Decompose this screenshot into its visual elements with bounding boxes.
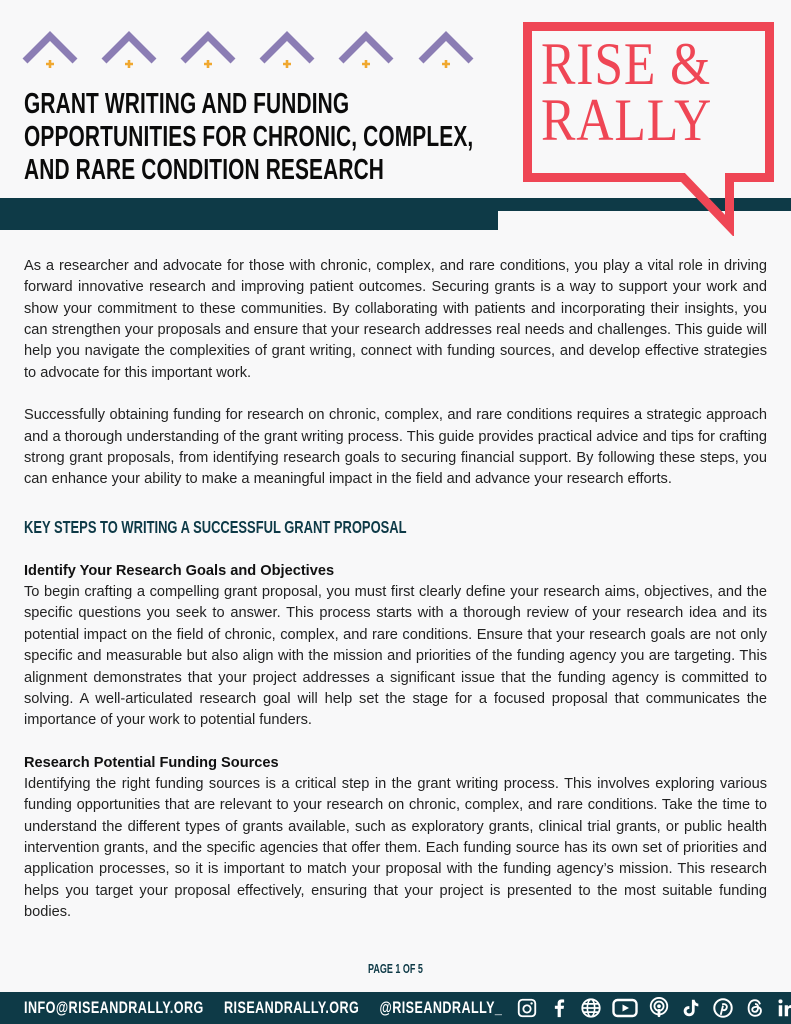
linkedin-icon[interactable] <box>776 997 791 1019</box>
footer-email-link[interactable]: INFO@RISEANDRALLY.ORG <box>24 998 204 1017</box>
youtube-icon[interactable] <box>612 997 638 1019</box>
section-heading: KEY STEPS TO WRITING A SUCCESSFUL GRANT PROPOSAL <box>24 516 407 537</box>
main-content <box>24 256 767 923</box>
page-title <box>24 88 473 187</box>
chevron-plus-icon <box>417 27 475 71</box>
threads-icon[interactable] <box>744 997 766 1019</box>
title-line: GRANT WRITING AND FUNDING <box>24 88 350 120</box>
title-line: AND RARE CONDITION RESEARCH <box>24 154 385 186</box>
globe-icon[interactable] <box>580 997 602 1019</box>
subsection-funding-sources <box>24 753 767 924</box>
page-indicator: PAGE 1 OF 5 <box>368 962 423 976</box>
subsection-body: Identifying the right funding sources is a critical step in the grant writing process. This involves exploring various funding opportunities that are relevant to your research on chronic, complex, and rare conditions. Take the time to understand the different types of grants available, such as exploratory grants, clinical trial grants, or public health intervention grants, and the specific agencies that offer them. Each funding source has its own set of priorities and application processes, so it is important to match your proposal with the funding agency’s mission. This research helps you target your proposal effectively, ensuring that your project is presented to the most suitable funding bodies. <box>24 775 767 920</box>
intro-paragraph: As a researcher and advocate for those with chronic, complex, and rare conditions, you play a vital role in driving forward innovative research and improving patient outcomes. Securing grants is a way to support your work and show your commitment to these communities. By collaborating with patients and incorporating their insights, you can strengthen your proposals and ensure that your research addresses real needs and challenges. This guide will help you navigate the complexities of grant writing, connect with funding sources, and develop effective strategies to advocate for this important work. <box>24 258 767 381</box>
chevron-plus-icon <box>21 27 79 71</box>
footer-handle-link[interactable]: @RISEANDRALLY_ <box>379 998 503 1017</box>
social-icons <box>516 997 791 1019</box>
chevron-plus-icon <box>100 27 158 71</box>
title-line: OPPORTUNITIES FOR CHRONIC, COMPLEX, <box>24 121 474 153</box>
tiktok-icon[interactable] <box>680 997 702 1019</box>
chevron-plus-icon <box>337 27 395 71</box>
footer-website-link[interactable]: RISEANDRALLY.ORG <box>224 998 360 1017</box>
logo-text-line1: RISE & <box>541 31 712 97</box>
facebook-icon[interactable] <box>548 997 570 1019</box>
subsection-research-goals <box>24 561 767 732</box>
chevron-plus-icon <box>179 27 237 71</box>
podcast-icon[interactable] <box>648 997 670 1019</box>
subsection-body: To begin crafting a compelling grant proposal, you must first clearly define your research aims, objectives, and the specific questions you seek to answer. This process starts with a thorough review of your research idea and its potential impact on the field of chronic, complex, and rare conditions. Ensure that your research goals are not only specific and measurable but also align with the mission and priorities of the funding agency you are targeting. This alignment demonstrates that your project addresses a significant issue that the funding agency is committed to solving. A well-articulated research goal will help set the stage for a focused proposal that communicates the importance of your work to potential funders. <box>24 584 767 729</box>
pinterest-icon[interactable] <box>712 997 734 1019</box>
footer <box>0 992 791 1024</box>
header-bar <box>0 198 498 230</box>
instagram-icon[interactable] <box>516 997 538 1019</box>
logo-text-line2: RALLY <box>541 87 713 153</box>
chevron-plus-icon <box>258 27 316 71</box>
footer-contact <box>24 998 519 1018</box>
header-decoration <box>0 0 500 80</box>
subsection-title: Research Potential Funding Sources <box>24 754 279 771</box>
subsection-title: Identify Your Research Goals and Objectives <box>24 562 335 579</box>
intro-paragraph: Successfully obtaining funding for research on chronic, complex, and rare conditions requires a strategic approach and a thorough understanding of the grant writing process. This guide provides practical advice and tips for crafting strong grant proposals, from identifying research goals to securing financial support. By following these steps, you can enhance your ability to make a meaningful impact in the field and advance your research efforts. <box>24 407 767 488</box>
